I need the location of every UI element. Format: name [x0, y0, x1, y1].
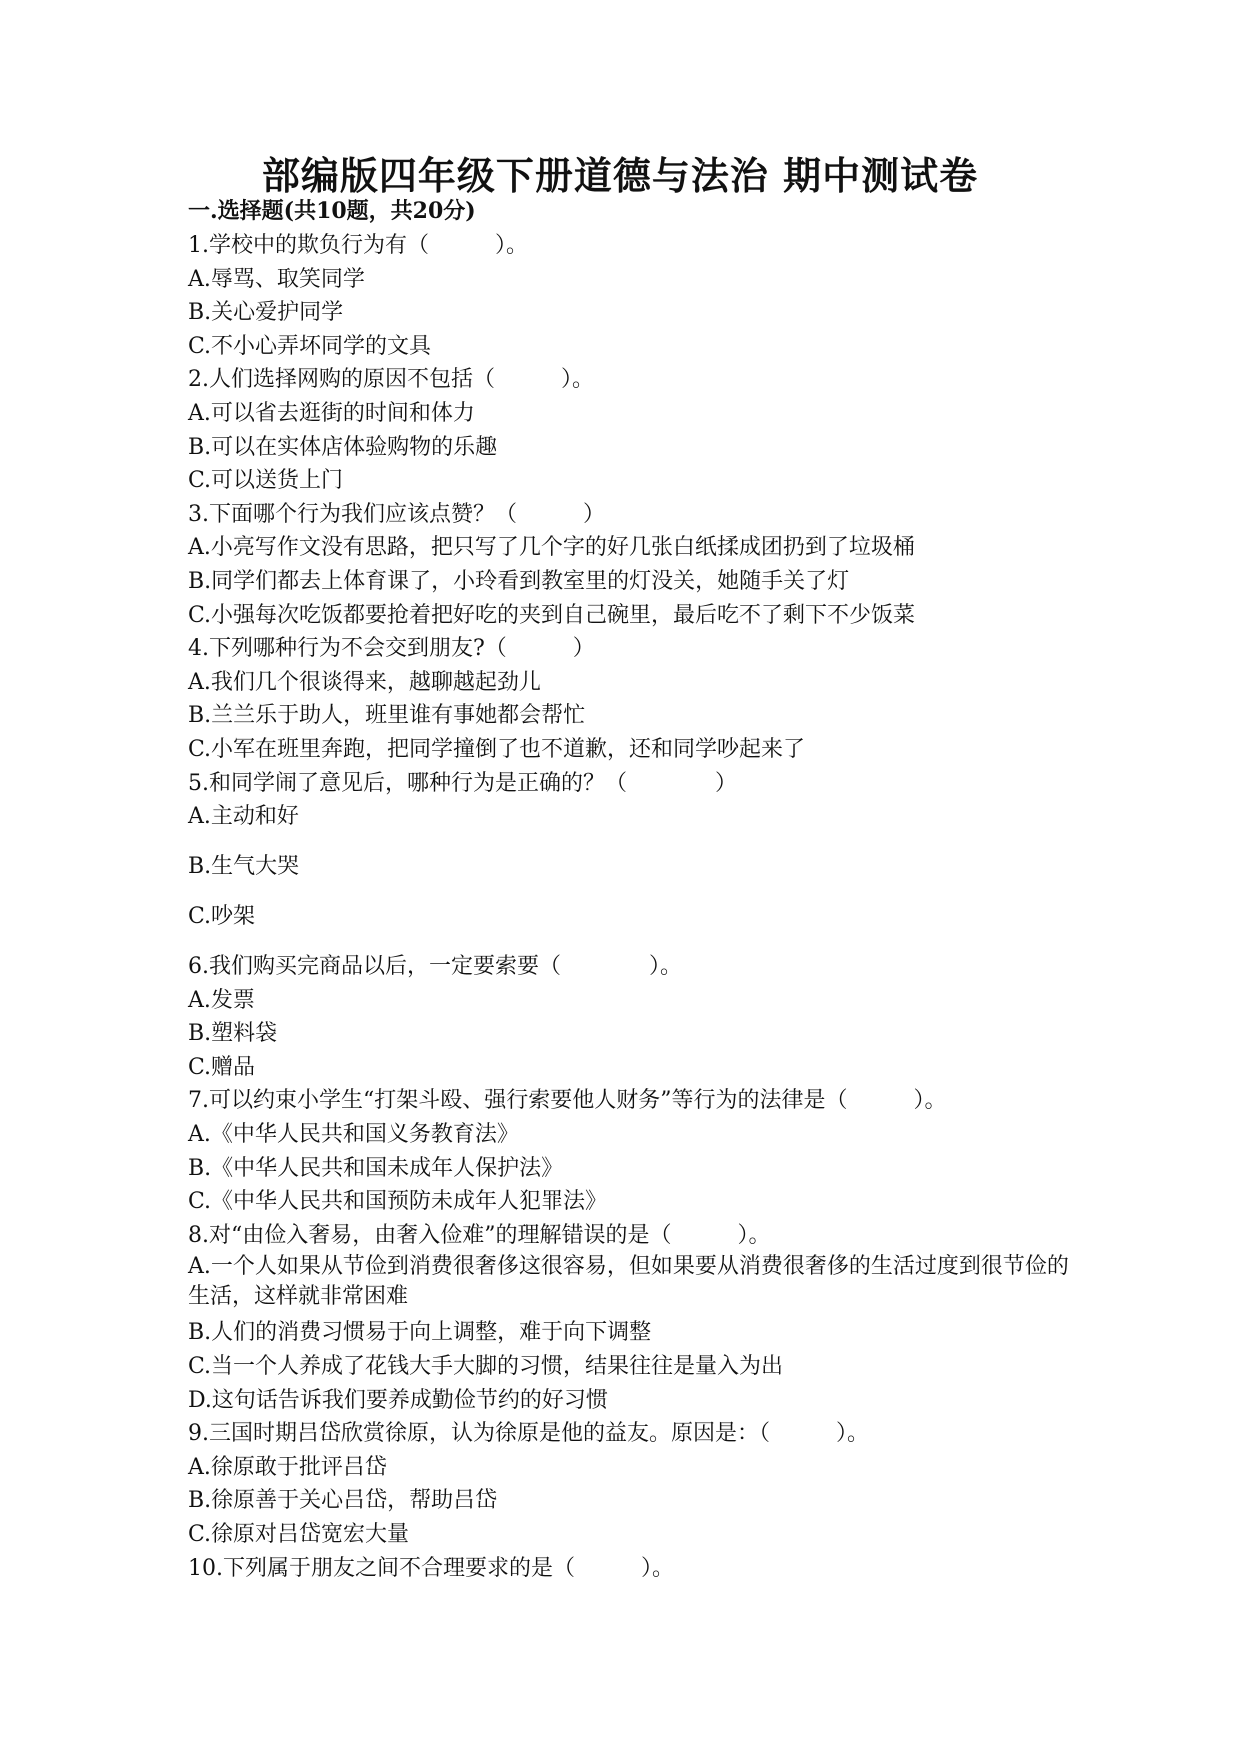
page-title: 部编版四年级下册道德与法治 期中测试卷	[261, 153, 979, 198]
question-1-stem: 1.学校中的欺负行为有（ ）。	[188, 233, 528, 258]
question-9-option-c: C.徐原对吕岱宽宏大量	[188, 1522, 410, 1547]
question-9-option-a: A.徐原敢于批评吕岱	[188, 1454, 387, 1480]
question-2-option-a: A.可以省去逛街的时间和体力	[188, 400, 475, 426]
question-8-stem: 8.对“由俭入奢易，由奢入俭难”的理解错误的是（ ）。	[188, 1222, 771, 1248]
question-8-option-a: A.一个人如果从节俭到消费很奢侈这很容易，但如果要从消费很奢侈的生活过度到很节俭的生活，这样就非常困难	[188, 1254, 1069, 1310]
question-3-option-c: C.小强每次吃饭都要抢着把好吃的夹到自己碗里，最后吃不了剩下不少饭菜	[188, 602, 916, 628]
question-2-option-b: B.可以在实体店体验购物的乐趣	[188, 434, 498, 460]
question-2-stem: 2.人们选择网购的原因不包括（ ）。	[188, 367, 594, 393]
question-7-option-b: B.《中华人民共和国未成年人保护法》	[188, 1155, 564, 1181]
question-9-option-b: B.徐原善于关心吕岱，帮助吕岱	[188, 1488, 498, 1514]
question-6-option-a: A.发票	[188, 987, 255, 1013]
question-8-option-b: B.人们的消费习惯易于向上调整，难于向下调整	[188, 1320, 652, 1346]
question-4-option-b: B.兰兰乐于助人，班里谁有事她都会帮忙	[188, 703, 586, 729]
question-7-option-a: A.《中华人民共和国义务教育法》	[188, 1122, 519, 1148]
question-4-stem: 4.下列哪种行为不会交到朋友?（ ）	[188, 636, 595, 662]
question-8-option-d: D.这句话告诉我们要养成勤俭节约的好习惯	[188, 1387, 608, 1413]
question-5-option-a: A.主动和好	[188, 804, 299, 830]
question-3-option-a: A.小亮写作文没有思路，把只写了几个字的好几张白纸揉成团扔到了垃圾桶	[188, 535, 915, 561]
question-5-stem: 5.和同学闹了意见后，哪种行为是正确的？（ ）	[188, 770, 737, 796]
question-1-option-b: B.关心爱护同学	[188, 300, 344, 326]
question-4-option-c: C.小军在班里奔跑，把同学撞倒了也不道歉，还和同学吵起来了	[188, 736, 806, 762]
question-2-option-c: C.可以送货上门	[188, 468, 344, 494]
question-8-option-c: C.当一个人养成了花钱大手大脚的习惯，结果往往是量入为出	[188, 1354, 784, 1380]
question-5-option-b: B.生气大哭	[188, 854, 300, 880]
question-3-stem: 3.下面哪个行为我们应该点赞？（ ）	[188, 501, 605, 527]
question-10-stem: 10.下列属于朋友之间不合理要求的是（ ）。	[188, 1555, 674, 1581]
question-4-option-a: A.我们几个很谈得来，越聊越起劲儿	[188, 669, 541, 695]
question-9-stem: 9.三国时期吕岱欣赏徐原，认为徐原是他的益友。原因是：（ ）。	[188, 1421, 869, 1447]
question-1-option-a: A.辱骂、取笑同学	[188, 266, 365, 292]
section-heading: 一.选择题(共10题，共20分)	[188, 198, 476, 224]
question-1-option-c: C.不小心弄坏同学的文具	[188, 333, 432, 359]
question-list	[188, 229, 1088, 1585]
question-6-option-c: C.赠品	[188, 1054, 256, 1080]
question-7-stem: 7.可以约束小学生“打架斗殴、强行索要他人财务”等行为的法律是（ ）。	[188, 1088, 947, 1114]
question-5-option-c: C.吵架	[188, 904, 256, 930]
question-6-option-b: B.塑料袋	[188, 1021, 278, 1047]
question-7-option-c: C.《中华人民共和国预防未成年人犯罪法》	[188, 1189, 608, 1215]
question-3-option-b: B.同学们都去上体育课了，小玲看到教室里的灯没关，她随手关了灯	[188, 568, 850, 594]
question-6-stem: 6.我们购买完商品以后，一定要索要（ ）。	[188, 954, 682, 980]
